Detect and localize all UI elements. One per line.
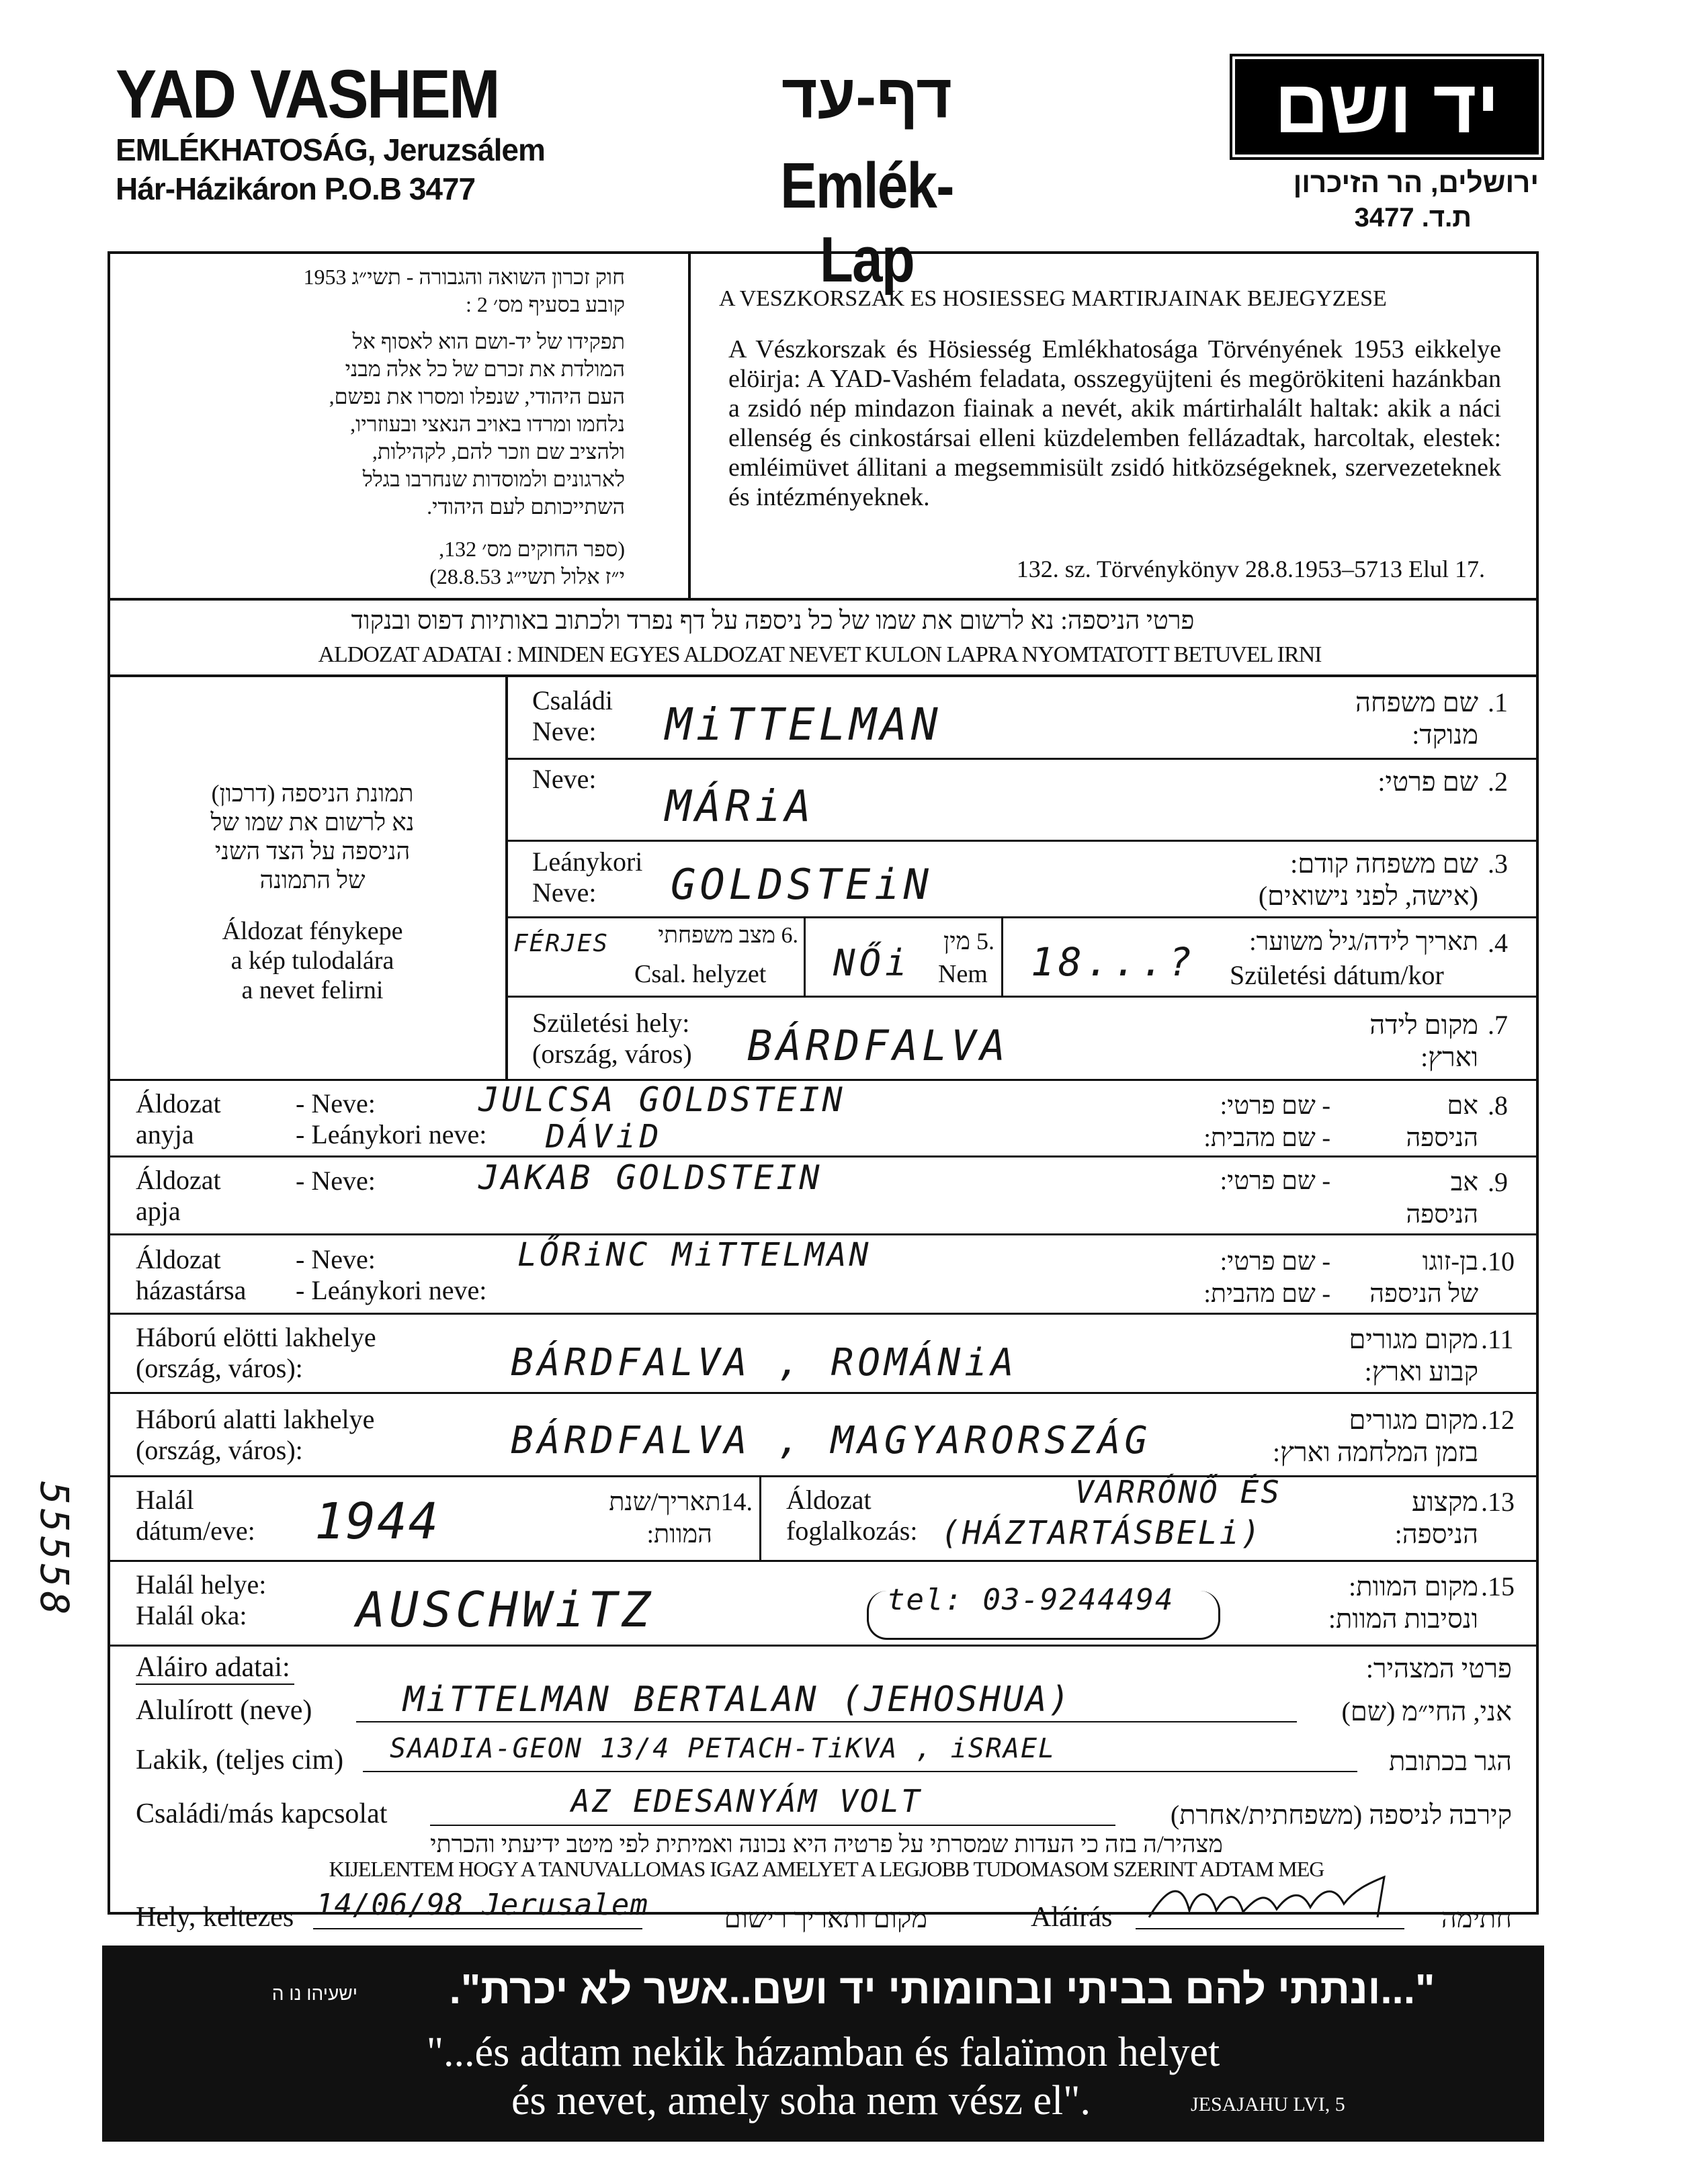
footer-hungarian-line-1: "...és adtam nekik házamban és falaïmon helyet xyxy=(426,2029,1220,2075)
field-13-hu-1: Áldozat xyxy=(786,1485,872,1515)
field-13-label-he xyxy=(1317,1486,1478,1550)
field-12-label-hu xyxy=(136,1404,374,1466)
declaration-hebrew: מצהיר/ה בזה כי העדות שמסרתי על פרטיה היא נכונה ואמיתית לפי מיטב ידיעתי והכרתי xyxy=(430,1831,1223,1858)
header-right-hebrew-1: ירושלים, הר הזיכרון xyxy=(1293,167,1539,198)
field-14-hu-1: Halál xyxy=(136,1485,194,1515)
field-10-hu-a: - Neve: xyxy=(296,1244,376,1274)
field-4-label-he: תאריך לידה/גיל משוער: xyxy=(1249,928,1478,956)
photo-box-hebrew xyxy=(155,779,470,895)
field-10-hu-1: Áldozat xyxy=(136,1244,221,1274)
field-8-hu-1: Áldozat xyxy=(136,1088,221,1119)
signer-relation-value[interactable]: AZ EDESANYÁM VOLT xyxy=(571,1783,922,1819)
field-6-value[interactable]: FÉRJES xyxy=(513,930,609,957)
field-11-hu-1: Háború elötti lakhelye xyxy=(136,1322,376,1352)
field-15-value[interactable]: AUSCHWiTZ xyxy=(356,1581,655,1638)
row9-bottom xyxy=(110,1233,1536,1235)
signature-scribble[interactable] xyxy=(1142,1870,1404,1931)
instructions-hebrew: פרטי הניספה: נא לרשום את שמו של כל ניספה על דף נפרד ולכתוב באותיות דפוס ובנקוד xyxy=(351,607,1195,635)
field-7-hu-1: Születési hely: xyxy=(532,1008,690,1038)
signer-address-label-hu: Lakik, (teljes cim) xyxy=(136,1745,344,1776)
law-he-line-7: ולהציב שם וזכר להם, לקהילות, xyxy=(372,439,625,464)
field-12-number: .12 xyxy=(1481,1405,1515,1435)
field-8-sub-hu xyxy=(296,1088,486,1150)
field-8-he-a: - שם פרטי: xyxy=(1220,1092,1330,1120)
field-11-he-2: קבוע וארץ: xyxy=(1364,1356,1478,1387)
field-15-he-1: מקום המוות: xyxy=(1348,1571,1478,1602)
field-8-value-b[interactable]: DÁViD xyxy=(546,1118,663,1155)
field-9-value-a[interactable]: JAKAB GOLDSTEIN xyxy=(478,1158,822,1197)
field-6-he: מצב משפחתי xyxy=(658,923,775,948)
instructions-hungarian: ALDOZAT ADATAI : MINDEN EGYES ALDOZAT NEVET KULON LAPRA NYOMTATOTT BETUVEL IRNI xyxy=(318,642,1322,667)
field-14-he-2: המוות: xyxy=(646,1520,712,1548)
field-2-value[interactable]: MÁRiA xyxy=(665,782,815,832)
field-10-label-hu xyxy=(136,1244,246,1306)
field-9-label-he xyxy=(1337,1166,1478,1231)
field-8-he-b: - שם מהבית: xyxy=(1203,1124,1330,1152)
signer-name-line xyxy=(356,1721,1297,1722)
field-7-he-2: וארץ: xyxy=(1421,1042,1478,1072)
field-11-number: .11 xyxy=(1481,1324,1514,1354)
field-8-hu-a: - Neve: xyxy=(296,1088,376,1119)
field-3-label-hu xyxy=(532,846,642,908)
place-date-label-he: מקום ותאריך רישום xyxy=(724,1903,927,1933)
field-9-hu-1: Áldozat xyxy=(136,1165,221,1195)
field-11-hu-2: (ország, város): xyxy=(136,1353,303,1383)
field-8-he-2: הניספה xyxy=(1406,1124,1478,1152)
law-he-line-1: חוק זכרון השואה והגבורה - תשי״ג 1953 xyxy=(303,265,625,289)
row4-div-b xyxy=(1001,918,1003,996)
field-5-label-he xyxy=(894,927,994,955)
field-13-value-1[interactable]: VARRÓNŐ ÉS xyxy=(1075,1474,1281,1510)
law-he-line-9: השתייכותם לעם היהודי. xyxy=(427,494,625,519)
place-date-label-hu: Hely, keltezes xyxy=(136,1902,294,1933)
field-4-value[interactable]: 18...? xyxy=(1031,939,1196,985)
signer-relation-label-he: קירבה לניספה (משפחתית/אחרת) xyxy=(1170,1800,1512,1830)
law-he-line-8: לארגונים ולמוסדות שנחרבו בגלל xyxy=(362,467,625,491)
field-12-value[interactable]: BÁRDFALVA , MAGYARORSZÁG xyxy=(511,1419,1152,1462)
center-title: Emlék-Lap xyxy=(780,150,953,296)
field-10-number: .10 xyxy=(1481,1246,1515,1276)
row8-bottom xyxy=(110,1155,1536,1157)
place-date-line xyxy=(313,1928,642,1929)
field-15-label-he xyxy=(1142,1571,1478,1635)
field-15-hu-2: Halál oka: xyxy=(136,1600,247,1630)
field-15-phone: tel: 03-9244494 xyxy=(887,1583,1175,1617)
field-8-sub-he xyxy=(1075,1090,1330,1154)
field-9-he-2: הניספה xyxy=(1406,1200,1478,1229)
field-1-he-2: מנוקד: xyxy=(1412,719,1478,750)
law-he-line-5: העם היהודי, שנפלו ומסרו את נפשם, xyxy=(329,384,625,408)
field-3-he-2: (אישה, לפני נישואים) xyxy=(1258,881,1478,911)
place-date-value[interactable]: 14/06/98 Jerusalem xyxy=(316,1888,648,1922)
field-9-label-hu xyxy=(136,1165,221,1227)
field-9-sub-he: - שם פרטי: xyxy=(1220,1167,1330,1195)
field-1-label-he xyxy=(1142,687,1478,751)
field-13-hu-2: foglalkozás: xyxy=(786,1516,918,1546)
law-he-line-2: קובע בסעיף מס׳ 2 : xyxy=(466,292,625,316)
field-10-sub-he xyxy=(1075,1246,1330,1310)
field-15-number: .15 xyxy=(1481,1571,1515,1602)
photo-he-line-1: תמונת הניספה (דרכון) xyxy=(211,780,414,807)
field-12-he-2: בזמן המלחמה וארץ: xyxy=(1273,1437,1478,1467)
field-9-sub-hu: - Neve: xyxy=(296,1166,376,1196)
law-he-line-6: נלחמו ומרדו באויב הנאצי ובעוזריו, xyxy=(350,412,625,436)
law-hungarian-text: A Vészkorszak és Hösiesség Emlékhatosága Törvényének 1953 eikkelye elöirja: A YAD-Vashém feladata, osszegyüjteni és megörökiteni hazánkban a zsidó nép mindazon fiainak a nevét, akik mártirhalált haltak: akik a náci ellenség és cinkostársai elleni küzdelemben fellázadtak, harcoltak, elestek: emléimüvet állitani a megsemmisült zsidó hitközségeknek, szervezeteknek és intézményeknek. xyxy=(728,335,1501,511)
field-7-value[interactable]: BÁRDFALVA xyxy=(747,1021,1009,1070)
footer-hebrew-ref: ישעיהו נו ה xyxy=(271,1983,357,2004)
field-8-he-1: אם xyxy=(1447,1092,1478,1120)
field-10-label-he xyxy=(1304,1246,1478,1310)
yad-vashem-logo xyxy=(1230,54,1544,160)
photo-he-line-4: של התמונה xyxy=(259,867,366,893)
field-11-label-hu xyxy=(136,1322,376,1384)
field-5-he: מין xyxy=(943,928,970,955)
field-7-he-1: מקום לידה xyxy=(1369,1010,1478,1040)
field-1-he-1: שם משפחה xyxy=(1355,687,1478,717)
field-10-value-a[interactable]: LŐRiNC MiTTELMAN xyxy=(517,1236,872,1274)
footer-banner xyxy=(102,1946,1544,2142)
field-3-he-1: שם משפחה קודם: xyxy=(1290,848,1478,879)
org-subtitle-2: Hár-Házikáron P.O.B 3477 xyxy=(116,171,476,206)
row15-bottom xyxy=(110,1645,1536,1647)
photo-box-hungarian xyxy=(155,916,470,1005)
field-13-value-2[interactable]: (HÁZTARTÁSBELi) xyxy=(941,1514,1263,1552)
field-11-value[interactable]: BÁRDFALVA , ROMÁNiA xyxy=(511,1341,1018,1385)
field-13-number: .13 xyxy=(1481,1487,1515,1517)
field-3-hu-2: Neve: xyxy=(532,877,597,908)
field-2-number: .2 xyxy=(1488,767,1508,797)
field-3-number: .3 xyxy=(1488,848,1508,879)
signer-name-label-hu: Alulírott (neve) xyxy=(136,1695,312,1726)
field-1-value[interactable]: MiTTELMAN xyxy=(665,699,942,750)
row3-bottom xyxy=(507,916,1536,918)
field-10-hu-b: - Leánykori neve: xyxy=(296,1275,487,1305)
field-1-number: .1 xyxy=(1488,687,1508,717)
field-7-hu-2: (ország, város) xyxy=(532,1039,692,1069)
signer-title-he: פרטי המצהיר: xyxy=(1365,1653,1512,1684)
field-8-value-a[interactable]: JULCSA GOLDSTEIN xyxy=(478,1080,845,1119)
logo-text: יד ושם xyxy=(1274,64,1500,148)
org-title: YAD VASHEM xyxy=(116,56,499,132)
field-10-he-b: - שם מהבית: xyxy=(1203,1280,1330,1308)
row10-bottom xyxy=(110,1313,1536,1315)
field-3-label-he xyxy=(1075,848,1478,912)
row4-div-a xyxy=(804,918,806,996)
field-1-label-hu xyxy=(532,685,613,747)
field-11-he-1: מקום מגורים xyxy=(1349,1324,1478,1354)
field-2-label-hu: Neve: xyxy=(532,764,597,794)
field-11-label-he xyxy=(1142,1323,1478,1388)
field-8-hu-b: - Leánykori neve: xyxy=(296,1119,487,1149)
law-he-ref-1: (ספר החוקים מס׳ 132, xyxy=(439,537,625,561)
field-10-hu-2: házastársa xyxy=(136,1275,247,1305)
field-4-label-hu: Születési dátum/kor xyxy=(1230,960,1444,990)
field-6-label-he xyxy=(618,923,798,949)
signer-address-value[interactable]: SAADIA-GEON 13/4 PETACH-TiKVA , iSRAEL xyxy=(390,1733,1056,1764)
signer-address-label-he: הגר בכתובת xyxy=(1389,1746,1512,1776)
header-right-hebrew-2: ת.ד. 3477 xyxy=(1354,203,1472,232)
field-1-hu-1: Családi xyxy=(532,685,613,715)
field-8-label-he xyxy=(1337,1090,1478,1154)
field-12-label-he xyxy=(1142,1404,1478,1469)
footer-hungarian-ref: JESAJAHU LVI, 5 xyxy=(1191,2093,1345,2115)
field-5-label-hu: Nem xyxy=(938,960,988,988)
field-10-he-a: - שם פרטי: xyxy=(1220,1248,1330,1276)
row2-bottom xyxy=(507,840,1536,842)
org-subtitle-1: EMLÉKHATOSÁG, Jeruzsálem xyxy=(116,132,545,167)
field-7-label-hu xyxy=(532,1008,692,1069)
field-7-label-he xyxy=(1142,1009,1478,1074)
signature-label-he: חתימה xyxy=(1441,1903,1512,1933)
law-section-bottom xyxy=(110,598,1536,601)
side-number: 55558 xyxy=(32,1481,77,1619)
row12-bottom xyxy=(110,1475,1536,1477)
field-9-hu-2: apja xyxy=(136,1196,181,1226)
field-10-he-2: של הניספה xyxy=(1369,1280,1478,1308)
field-12-hu-2: (ország, város): xyxy=(136,1435,303,1465)
photo-column-divider xyxy=(505,674,508,1080)
field-7-number: .7 xyxy=(1488,1010,1508,1040)
row11-bottom xyxy=(110,1392,1536,1394)
field-2-label-he: שם פרטי: xyxy=(1377,767,1478,797)
signer-address-line xyxy=(363,1771,1357,1772)
field-3-hu-1: Leánykori xyxy=(532,846,643,877)
center-hebrew-title: דף-עד xyxy=(781,62,952,131)
signer-relation-label-hu: Családi/más kapcsolat xyxy=(136,1798,388,1829)
signature-label-hu: Aláirás xyxy=(1031,1902,1113,1933)
field-12-he-1: מקום מגורים xyxy=(1349,1405,1478,1435)
field-6-label-hu: Csal. helyzet xyxy=(634,960,767,988)
law-he-line-3: תפקידו של יד-ושם הוא לאסוף אל xyxy=(352,329,625,353)
field-8-number: .8 xyxy=(1488,1090,1508,1121)
photo-hu-line-1: Áldozat fénykepe xyxy=(222,917,403,945)
photo-he-line-2: נא לרשום את שמו של xyxy=(210,809,415,836)
field-1-hu-2: Neve: xyxy=(532,716,597,746)
declaration-hungarian: KIJELENTEM HOGY A TANUVALLOMAS IGAZ AMELYET A LEGJOBB TUDOMASOM SZERINT ADTAM MEG xyxy=(329,1857,1324,1881)
field-15-label-hu xyxy=(136,1569,266,1631)
field-14-label-he xyxy=(551,1486,753,1550)
law-hungarian-title: A VESZKORSZAK ES HOSIESSEG MARTIRJAINAK BEJEGYZESE xyxy=(719,286,1387,311)
field-15-he-2: ונסיבות המוות: xyxy=(1328,1604,1478,1634)
signature-stroke xyxy=(1149,1877,1384,1917)
row13-bottom xyxy=(110,1560,1536,1562)
photo-hu-line-2: a kép tulodalára xyxy=(230,947,394,975)
field-15-hu-1: Halál helye: xyxy=(136,1569,267,1600)
signer-title-hu: Aláiro adatai: xyxy=(136,1652,290,1683)
field-13-label-hu xyxy=(786,1485,918,1546)
field-6-number: .6 xyxy=(781,923,798,948)
field-14-number: .14 xyxy=(720,1488,753,1516)
field-5-number: .5 xyxy=(976,928,994,955)
law-hungarian-ref: 132. sz. Törvénykönyv 28.8.1953–5713 Elul 17. xyxy=(1016,556,1485,582)
field-12-hu-1: Háború alatti lakhelye xyxy=(136,1404,375,1434)
field-13-he-1: מקצוע xyxy=(1412,1487,1478,1517)
signer-name-value[interactable]: MiTTELMAN BERTALAN (JEHOSHUA) xyxy=(403,1679,1072,1720)
law-he-line-4: המולדת את זכרם של כל אלה מבני xyxy=(345,357,625,381)
photo-hu-line-3: a nevet felirni xyxy=(241,976,384,1004)
field-14-value[interactable]: 1944 xyxy=(314,1493,440,1550)
field-3-value[interactable]: GOLDSTEiN xyxy=(671,860,933,909)
row1-bottom xyxy=(507,758,1536,760)
field-14-he-1: תאריך/שנת xyxy=(609,1488,721,1516)
field-8-label-hu xyxy=(136,1088,221,1150)
instructions-bottom xyxy=(110,674,1536,677)
field-4-number: .4 xyxy=(1488,928,1508,958)
field-10-sub-hu xyxy=(296,1244,486,1306)
law-section-divider xyxy=(688,254,691,599)
field-14-hu-2: dátum/eve: xyxy=(136,1516,255,1546)
law-hebrew-block xyxy=(134,263,625,591)
row13-divider xyxy=(759,1477,761,1561)
field-10-he-1: בן-זוגו xyxy=(1422,1248,1478,1276)
field-13-he-2: הניספה: xyxy=(1394,1519,1478,1549)
signer-relation-line xyxy=(430,1825,1115,1826)
signer-title-underline xyxy=(136,1684,294,1685)
signer-name-label-he: אני, החי״מ (שם) xyxy=(1341,1696,1512,1727)
footer-hebrew-quote: "...ונתתי להם בביתי ובחומותי יד ושם..אשר לא יכרת". xyxy=(449,1966,1435,2013)
field-14-label-hu xyxy=(136,1485,255,1546)
law-he-ref-2: י״ז אלול תשי״ג 28.8.53) xyxy=(429,564,625,588)
field-9-number: .9 xyxy=(1488,1167,1508,1197)
row4-bottom xyxy=(507,996,1536,998)
footer-hungarian-line-2: és nevet, amely soha nem vész el". xyxy=(511,2078,1091,2124)
field-8-hu-2: anyja xyxy=(136,1119,194,1149)
field-9-he-1: אב xyxy=(1450,1168,1478,1196)
photo-he-line-3: הניספה על הצד השני xyxy=(214,838,411,865)
field-5-value[interactable]: NŐi xyxy=(833,942,911,984)
